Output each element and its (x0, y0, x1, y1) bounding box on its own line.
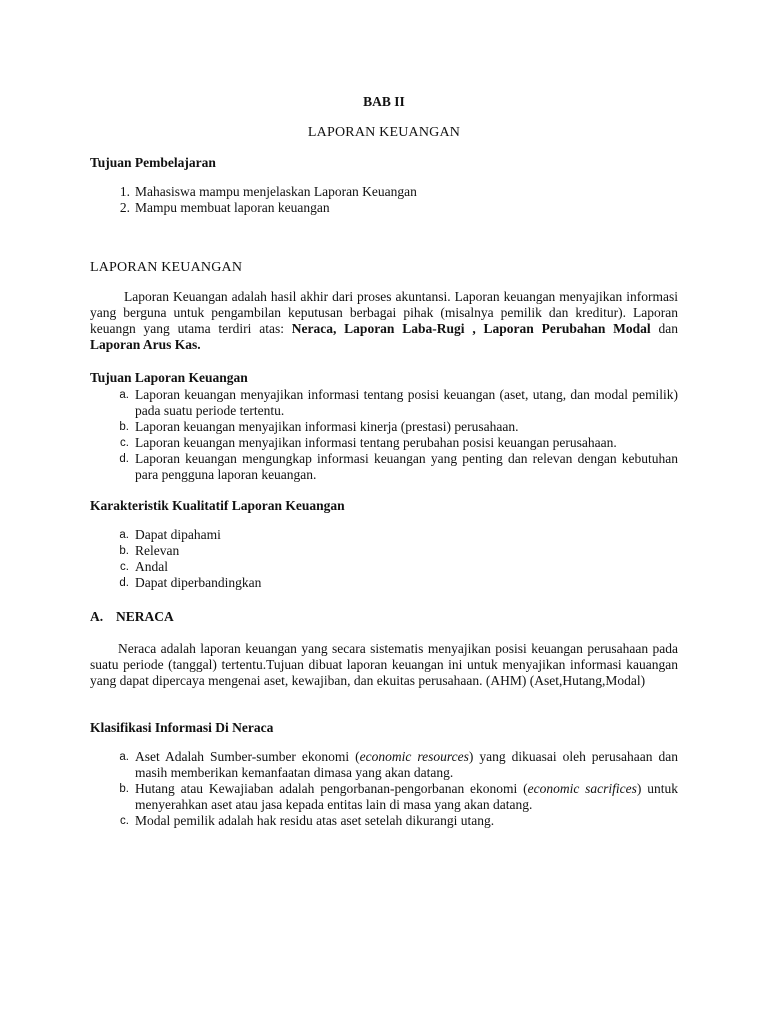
text-run: Aset Adalah Sumber-sumber ekonomi ( (135, 749, 360, 764)
list-text (135, 781, 678, 813)
list-item (90, 813, 678, 829)
section-title: NERACA (116, 609, 174, 624)
list-text: Mahasiswa mampu menjelaskan Laporan Keuangan (135, 184, 417, 199)
list-marker: d. (119, 577, 129, 589)
list-item (90, 419, 678, 435)
list-item (90, 575, 678, 591)
text-run: Hutang atau Kewajiaban adalah pengorbanan-pengorbanan ekonomi ( (135, 781, 528, 796)
laporan-keuangan-paragraph (90, 289, 678, 353)
list-marker: a. (119, 751, 129, 763)
paragraph-text: Laporan Keuangan adalah hasil akhir dari proses akuntansi. Laporan keuangan menyajikan informasi yang berguna untuk pengambilan keputusan berbagai pihak (misalnya pemilik dan kreditur). Laporan keuangn yang utama terdiri atas: (90, 289, 678, 336)
neraca-heading (90, 609, 174, 625)
karakteristik-list (90, 527, 678, 591)
list-item (90, 527, 678, 543)
list-text (135, 749, 678, 781)
text-run: ) untuk menyerahkan aset atau jasa kepada entitas lain di masa yang akan datang. (135, 781, 679, 812)
list-text: Andal (135, 559, 168, 574)
list-text: Dapat diperbandingkan (135, 575, 262, 590)
list-marker: b. (119, 783, 129, 795)
list-text: Laporan keuangan menyajikan informasi tentang perubahan posisi keuangan perusahaan. (135, 435, 617, 450)
list-text: Mampu membuat laporan keuangan (135, 200, 330, 215)
list-item (90, 184, 678, 200)
list-text: Modal pemilik adalah hak residu atas aset setelah dikurangi utang. (135, 813, 495, 828)
list-marker: a. (119, 389, 129, 401)
list-item (90, 387, 678, 419)
list-text: Laporan keuangan mengungkap informasi keuangan yang penting dan relevan dengan kebutuhan para pengguna laporan keuangan. (135, 451, 678, 482)
karakteristik-heading: Karakteristik Kualitatif Laporan Keuangan (90, 498, 345, 513)
list-marker: c. (120, 815, 129, 827)
list-item (90, 200, 678, 216)
list-text: Laporan keuangan menyajikan informasi kinerja (prestasi) perusahaan. (135, 419, 519, 434)
list-item (90, 451, 678, 483)
list-marker: a. (119, 529, 129, 541)
tujuan-laporan-list (90, 387, 678, 483)
chapter-title: LAPORAN KEUANGAN (307, 125, 461, 140)
list-marker: d. (119, 453, 129, 465)
list-item (90, 559, 678, 575)
klasifikasi-heading: Klasifikasi Informasi Di Neraca (90, 720, 274, 735)
tujuan-pembelajaran-list (90, 184, 678, 216)
paragraph-connector: dan (650, 321, 678, 336)
list-item (90, 543, 678, 559)
section-marker: A. (90, 609, 104, 624)
klasifikasi-list (90, 749, 678, 829)
list-text: Laporan keuangan menyajikan informasi tentang posisi keuangan (aset, utang, dan modal pemilik) pada suatu periode tertentu. (135, 387, 678, 418)
neraca-paragraph (90, 641, 678, 689)
list-marker: 1. (119, 184, 130, 199)
list-marker: c. (120, 561, 129, 573)
list-item (90, 781, 678, 813)
paragraph-bold: Laporan Arus Kas. (90, 337, 201, 352)
paragraph-text: Neraca adalah laporan keuangan yang secara sistematis menyajikan posisi keuangan perusahaan pada suatu periode (tanggal) tertentu.Tujuan dibuat laporan keuangan ini untuk menyajikan informasi kauangan yang dapat dipercaya mengenai aset, kewajiban, dan ekuitas perusahaan. (AHM) (Aset,Hutang,Modal) (90, 641, 678, 688)
list-item (90, 749, 678, 781)
text-run: ) yang dikuasai oleh perusahaan dan masih memberikan kemanfaatan dimasa yang akan datang. (135, 749, 679, 780)
list-item (90, 435, 678, 451)
laporan-keuangan-heading: LAPORAN KEUANGAN (90, 260, 243, 275)
list-marker: b. (119, 545, 129, 557)
list-marker: b. (119, 421, 129, 433)
chapter-label: BAB II (363, 94, 405, 109)
list-text: Dapat dipahami (135, 527, 221, 542)
italic-term: economic sacrifices (527, 781, 637, 796)
list-marker: 2. (119, 200, 130, 215)
list-text: Relevan (135, 543, 180, 558)
paragraph-bold: Neraca, Laporan Laba-Rugi , Laporan Perubahan Modal (291, 321, 651, 336)
tujuan-pembelajaran-heading: Tujuan Pembelajaran (90, 155, 216, 170)
italic-term: economic resources (359, 749, 469, 764)
list-marker: c. (120, 437, 129, 449)
tujuan-laporan-heading: Tujuan Laporan Keuangan (90, 370, 248, 385)
